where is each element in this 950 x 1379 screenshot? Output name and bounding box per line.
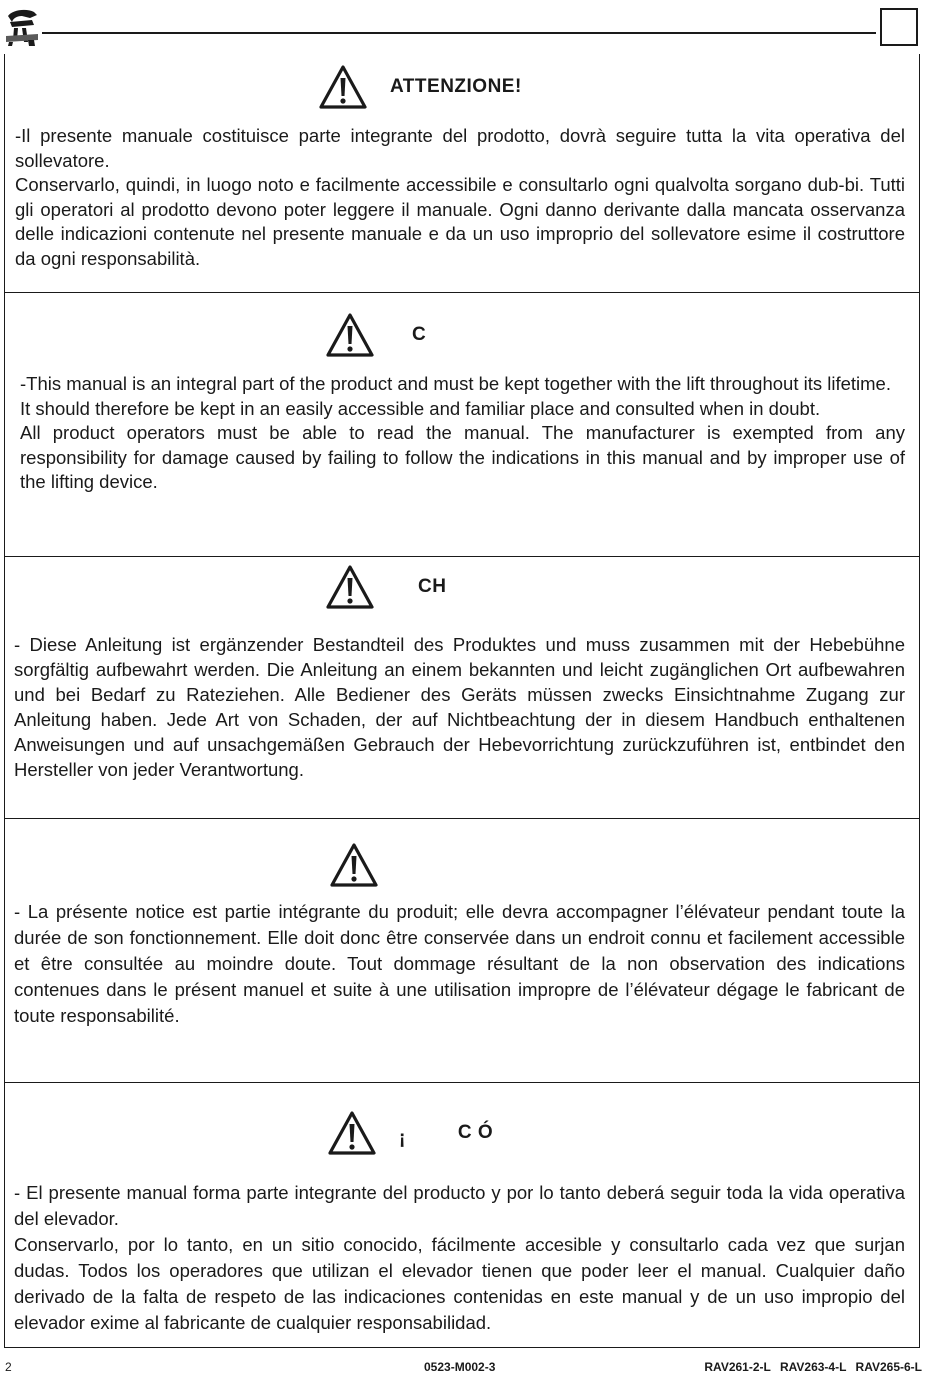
warning-triangle-icon [325,312,375,358]
section-heading-french [329,842,399,888]
paragraph: -This manual is an integral part of the product and must be kept together with the lift throughout its lifetime. [20,373,891,394]
model-list: RAV261-2-L RAV263-4-L RAV265-6-L [704,1360,922,1374]
page-footer [0,1358,950,1378]
company-logo-icon [4,6,42,46]
paragraph: It should therefore be kept in an easily accessible and familiar place and consulted when in doubt. [20,397,821,419]
section-body-italian [15,124,905,271]
warning-triangle-icon [327,1110,377,1156]
section-title: C [412,324,427,345]
section-body-spanish [14,1180,905,1336]
paragraph: -Il presente manuale costituisce parte integrante del prodotto, dovrà seguire tutta la vita operativa del sollevatore. [15,125,905,171]
section-heading-italian [318,64,522,110]
section-body-german [14,632,905,782]
section-body-french [14,899,905,1029]
section-title: CH [418,576,447,597]
section-divider [4,818,920,819]
document-code: 0523-M002-3 [424,1360,496,1374]
section-heading-spanish [327,1110,493,1156]
paragraph: Conservarlo, por lo tanto, en un sitio conocido, fácilmente accesible y consultarlo cada vez que surjan dudas. Todos los operadores que utilizan el elevador tienen que poder leer el manual. Cualquier daño derivado de la falta de respeto de las indicaciones contenidas en este manual y de un uso impropio del elevador exime al fabricante de cualquier responsabilidad. [14,1234,905,1333]
section-body-english [20,372,905,495]
section-divider [4,556,920,557]
page-corner-box [880,8,918,46]
paragraph: - La présente notice est partie intégrante du produit; elle devra accompagner l’élévateur pendant toute la durée de son fonctionnement. Elle doit donc être conservée dans un endroit connu et facilement accessible et être consultée au moindre doute. Tout dommage résultant de la non observation des indications contenues dans le présent manuel et suite à une utilisation impropre de l’élévateur dégage le fabricant de toute responsabilité. [14,901,905,1026]
section-divider [4,1082,920,1083]
section-heading-english [325,312,426,358]
page-header [0,0,950,56]
header-rule [42,32,876,34]
section-title: ATTENZIONE! [390,76,522,97]
warning-triangle-icon [329,842,379,888]
page-number: 2 [5,1360,12,1374]
paragraph: Conservarlo, quindi, in luogo noto e facilmente accessibile e consultarlo ogni qualvolta sorgano dub-bi. Tutti gli operatori al prodotto devono poter leggere il manuale. Ogni danno derivante dalla mancata osservanza delle indicazioni contenute nel presente manuale e da un uso improprio del sollevatore esime il costruttore da ogni responsabilità. [15,174,905,269]
warning-triangle-icon [325,564,375,610]
section-divider [4,292,920,293]
section-title-part: ¡ [399,1128,406,1149]
paragraph: All product operators must be able to read the manual. The manufacturer is exempted from any responsibility for damage caused by failing to follow the indications in this manual and by improper use of the lifting device. [20,422,905,492]
paragraph: - El presente manual forma parte integrante del producto y por lo tanto deberá seguir toda la vida operativa del elevador. [14,1182,905,1229]
section-heading-german [325,564,446,610]
paragraph: - Diese Anleitung ist ergänzender Bestandteil des Produktes und muss zusammen mit der Hebebühne sorgfältig aufbewahrt werden. Die Anleitung an einem bekannten und leicht zugänglichen Ort aufbewahren und bei Bedarf zu Rateziehen. Alle Bediener des Geräts müssen zwecks Einsichtnahme Zugang zur Anleitung haben. Jede Art von Schaden, der auf Nichtbeachtung der in diesem Handbuch enthaltenen Anweisungen und auf unsachgemäßen Gebrauch der Hebevorrichtung zurückzuführen ist, entbindet den Hersteller von jeder Verantwortung. [14,634,905,780]
section-title-part: C Ó [457,1122,494,1143]
warning-triangle-icon [318,64,368,110]
